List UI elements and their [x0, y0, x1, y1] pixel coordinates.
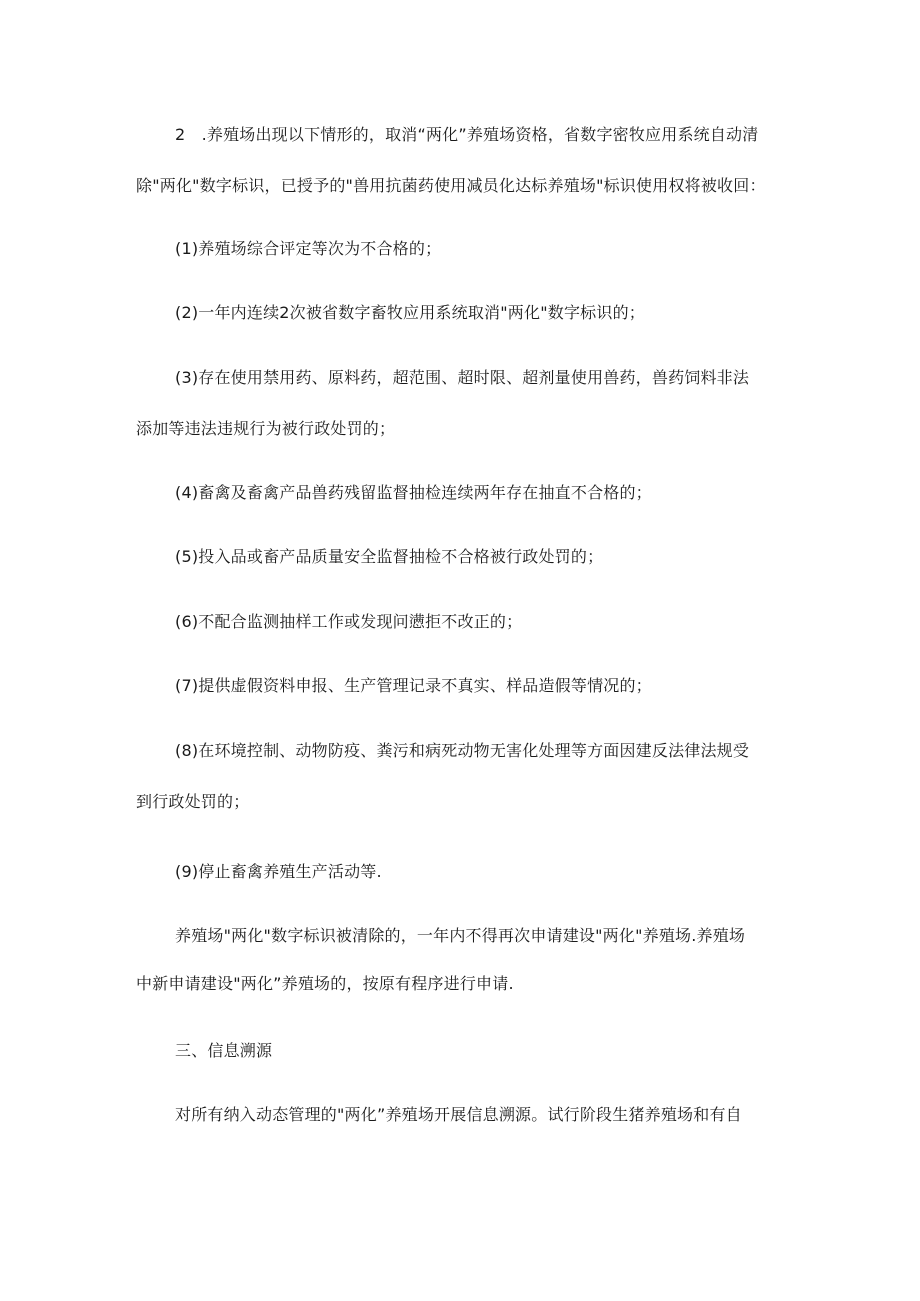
list-item-5: (5)投入品或畜产品质量安全监督抽检不合格被行政处罚的； — [175, 547, 604, 566]
list-item-3-line-1: (3)存在使用禁用药、原料药，超范围、超时限、超剂量使用兽药，兽药饲料非法 — [175, 368, 750, 387]
list-item-8-line-2: 到行政处罚的； — [136, 792, 250, 811]
section-heading: 三、信息溯源 — [175, 1041, 273, 1060]
list-item-1: (1)养殖场综合评定等次为不合格的； — [175, 239, 442, 258]
list-item-7: (7)提供虚假资料申报、生产管理记录不真实、样品造假等情况的； — [175, 676, 652, 695]
list-item-3-line-2: 添加等违法违规行为被行政处罚的； — [136, 419, 396, 438]
list-item-9: (9)停止畜禽养殖生产活动等. — [175, 862, 382, 881]
paragraph-trace-line-1: 对所有纳入动态管理的"两化”养殖场开展信息溯源。试行阶段生猪养殖场和有自 — [175, 1105, 742, 1124]
list-item-6: (6)不配合监测抽样工作或发现问懑拒不改正的； — [175, 612, 523, 631]
paragraph-clear-line-1: 养殖场"两化"数字标识被清除的，一年内不得再次申请建设"两化"养殖场.养殖场 — [175, 926, 746, 945]
paragraph-2-line-1: 2 .养殖场出现以下情形的，取消“两化”养殖场资格，省数字密牧应用系统自动清 — [175, 125, 759, 144]
paragraph-clear-line-2: 中新申请建设"两化”养殖场的，按原有程序进行申请. — [136, 974, 514, 993]
list-item-2: (2)一年内连续2次被省数字畜牧应用系统取消"两化"数字标识的； — [175, 303, 645, 322]
paragraph-2-line-2: 除"两化"数字标识，已授予的"兽用抗菌药使用减员化达标养殖场"标识使用权将被收回： — [136, 176, 766, 195]
list-item-4: (4)畜禽及畜禽产品兽药残留监督抽检连续两年存在抽直不合格的； — [175, 483, 652, 502]
list-item-8-line-1: (8)在环境控制、动物防疫、粪污和病死动物无害化处理等方面因建反法律法规受 — [175, 741, 750, 760]
